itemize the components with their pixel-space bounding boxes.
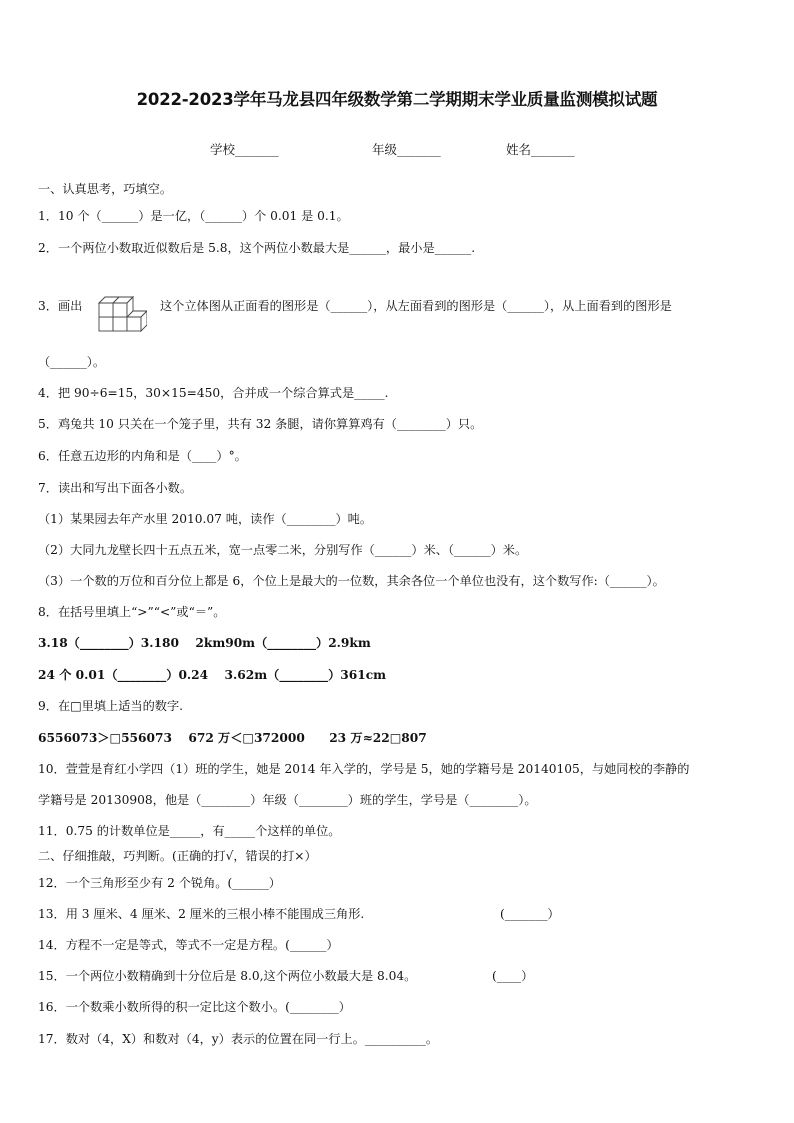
section-1-heading: 一、认真思考，巧填空。 — [38, 182, 173, 196]
question-10: 10．萱萱是育红小学四（1）班的学生，她是 2014 年入学的，学号是 5，她的学籍号是 20140105，与她同校的李静的 — [38, 762, 690, 776]
question-15: 15．一个两位小数精确到十分位后是 8.0,这个两位小数最大是 8.04。 — [38, 969, 417, 983]
question-3-prefix: 3．画出 — [38, 299, 83, 313]
section-2-heading: 二、仔细推敲，巧判断。(正确的打√，错误的打×） — [38, 849, 317, 863]
question-14: 14．方程不一定是等式，等式不一定是方程。(______） — [38, 938, 339, 952]
question-7-3: （3）一个数的万位和百分位上都是 6，个位上是最大的一位数，其余各位一个单位也没有，这个数写作:（______）。 — [38, 574, 665, 588]
question-7-2: （2）大同九龙壁长四十五点五米，宽一点零二米，分别写作（______）米、（______）米。 — [38, 543, 528, 557]
grade-field: 年级_______ — [372, 142, 441, 157]
question-12: 12．一个三角形至少有 2 个锐角。(______） — [38, 876, 281, 890]
question-2: 2．一个两位小数取近似数后是 5.8，这个两位小数最大是______，最小是______. — [38, 241, 476, 255]
question-3: 这个立体图从正面看的图形是（______），从左面看到的图形是（______），从上面看到的图形是 — [160, 299, 672, 313]
question-8: 8．在括号里填上“>”“<”或“＝”。 — [38, 605, 226, 619]
cube-stack-figure — [97, 295, 147, 335]
question-6: 6．任意五边形的内角和是（____）°。 — [38, 449, 247, 463]
question-8-row-1: 3.18（________）3.180 2km90m（________）2.9km — [38, 636, 371, 650]
question-17: 17．数对（4，X）和数对（4，y）表示的位置在同一行上。__________。 — [38, 1032, 439, 1046]
school-field: 学校_______ — [210, 142, 279, 157]
question-7: 7．读出和写出下面各小数。 — [38, 481, 193, 495]
question-13: 13．用 3 厘米、4 厘米、2 厘米的三根小棒不能围成三角形. — [38, 907, 365, 921]
question-8-row-2: 24 个 0.01（________）0.24 3.62m（________）361cm — [38, 668, 387, 682]
question-9-row-1: 6556073＞□556073 672 万＜□372000 23 万≈22□807 — [38, 731, 427, 745]
question-15-answer-blank: (____） — [492, 969, 534, 983]
question-4: 4．把 90÷6=15，30×15=450，合并成一个综合算式是_____. — [38, 386, 389, 400]
name-field: 姓名_______ — [506, 142, 575, 157]
question-13-answer-blank: (_______） — [500, 907, 560, 921]
question-9: 9．在□里填上适当的数字. — [38, 699, 184, 713]
question-1: 1．10 个（______）是一亿，（______）个 0.01 是 0.1。 — [38, 209, 349, 223]
page-title: 2022-2023学年马龙县四年级数学第二学期期末学业质量监测模拟试题 — [136, 90, 658, 109]
question-3-continued: （______）。 — [38, 355, 106, 369]
question-16: 16．一个数乘小数所得的积一定比这个数小。(________） — [38, 1000, 351, 1014]
question-5: 5．鸡兔共 10 只关在一个笼子里，共有 32 条腿，请你算算鸡有（________）只。 — [38, 417, 483, 431]
question-11: 11．0.75 的计数单位是_____，有_____个这样的单位。 — [38, 824, 341, 838]
question-10-continued: 学籍号是 20130908，他是（________）年级（________）班的学生，学号是（________）。 — [38, 793, 537, 807]
question-7-1: （1）某果园去年产水里 2010.07 吨，读作（________）吨。 — [38, 512, 373, 526]
